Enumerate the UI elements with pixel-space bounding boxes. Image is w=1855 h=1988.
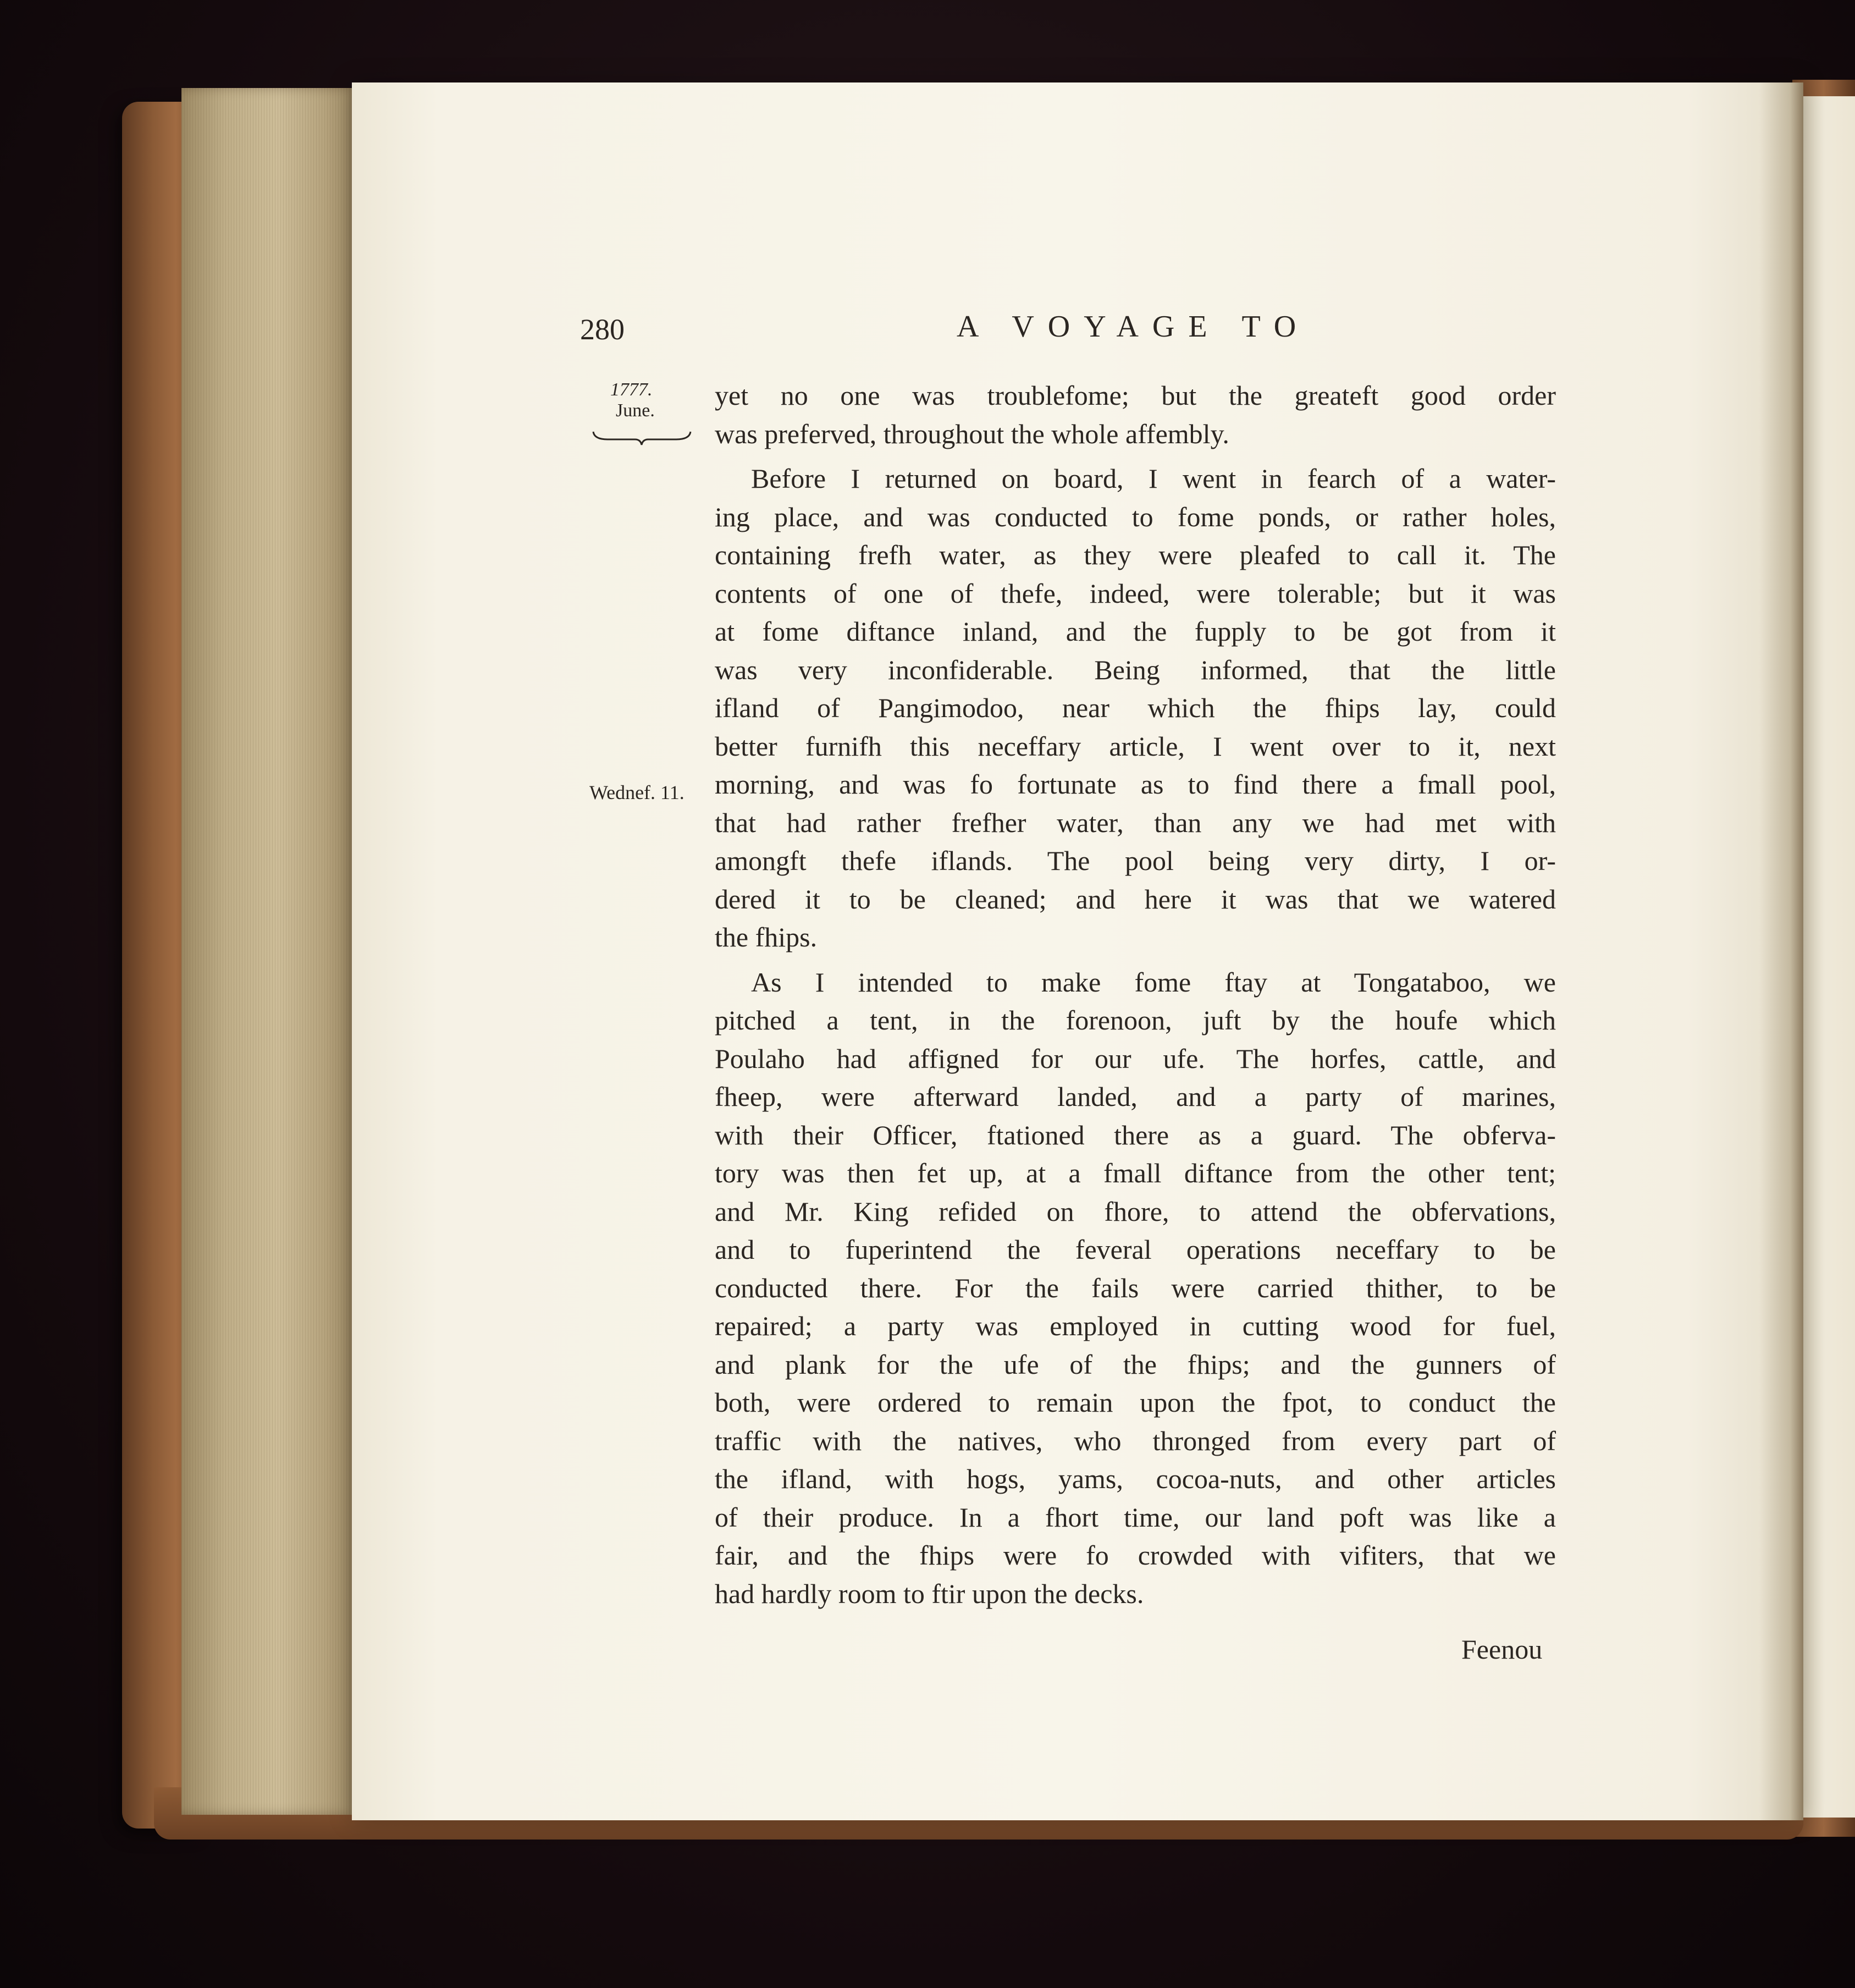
text-line: was very inconfiderable. Being informed, that the little (715, 654, 1556, 685)
text-line: better furnifh this neceffary article, I went over to it, next (715, 730, 1556, 762)
margin-date-note: Wednef. 11. (589, 781, 684, 803)
running-head: A VOYAGE TO (957, 310, 1310, 344)
facing-page (1803, 96, 1855, 1818)
text-line: amongft thefe iflands. The pool being very dirty, I or- (715, 845, 1556, 876)
text-line: fheep, were afterward landed, and a party of marines, (715, 1081, 1556, 1112)
page-gutter (1759, 82, 1803, 1820)
text-line: repaired; a party was employed in cutting wood for fuel, (715, 1310, 1556, 1341)
text-line: traffic with the natives, who thronged from every part of (715, 1425, 1556, 1456)
text-line: at fome diftance inland, and the fupply to be got from it (715, 616, 1556, 647)
text-line: of their produce. In a fhort time, our land poft was like a (715, 1501, 1556, 1533)
text-line: that had rather frefher water, than any we had met with (715, 807, 1556, 838)
margin-year: 1777. (610, 379, 653, 400)
page-edges (181, 88, 357, 1815)
text-line: was preferved, throughout the whole affembly. (715, 418, 1229, 449)
text-line: pitched a tent, in the forenoon, juft by the houfe which (715, 1005, 1556, 1036)
text-line: containing frefh water, as they were pleafed to call it. The (715, 539, 1556, 570)
catchword: Feenou (1461, 1634, 1543, 1665)
text-line: Before I returned on board, I went in fearch of a water- (751, 463, 1556, 494)
text-line: both, were ordered to remain upon the fpot, to conduct the (715, 1387, 1556, 1418)
text-line: and to fuperintend the feveral operations neceffary to be (715, 1234, 1556, 1265)
margin-brace (591, 426, 693, 448)
text-line: and Mr. King refided on fhore, to attend the obfervations, (715, 1196, 1556, 1227)
paragraph-3 (715, 963, 1556, 1613)
text-line: dered it to be cleaned; and here it was that we watered (715, 883, 1556, 915)
page-number: 280 (580, 313, 625, 346)
text-line: ing place, and was conducted to fome ponds, or rather holes, (715, 501, 1556, 532)
body-text (715, 377, 1556, 1613)
text-line: contents of one of thefe, indeed, were tolerable; but it was (715, 577, 1556, 609)
text-line: the fhips. (715, 922, 818, 952)
paragraph-2 (715, 460, 1556, 957)
paragraph-1 (715, 377, 1556, 453)
text-line: tory was then fet up, at a fmall diftance from the other tent; (715, 1158, 1556, 1188)
text-line: the ifland, with hogs, yams, cocoa-nuts, and other articles (715, 1463, 1556, 1494)
text-line: conducted there. For the fails were carried thither, to be (715, 1272, 1556, 1303)
text-line: morning, and was fo fortunate as to find there a fmall pool, (715, 769, 1556, 800)
text-line: and plank for the ufe of the fhips; and the gunners of (715, 1348, 1556, 1380)
text-line: As I intended to make fome ftay at Tongataboo, we (751, 966, 1556, 998)
text-line: with their Officer, ftationed there as a guard. The obferva- (715, 1119, 1556, 1150)
text-line: Poulaho had affigned for our ufe. The horfes, cattle, and (715, 1043, 1556, 1074)
margin-month: June. (616, 400, 655, 421)
text-line: ifland of Pangimodoo, near which the fhips lay, could (715, 692, 1556, 723)
text-line: had hardly room to ftir upon the decks. (715, 1578, 1144, 1609)
text-line: yet no one was troublefome; but the greateft good order (715, 380, 1556, 411)
text-line: fair, and the fhips were fo crowded with vifiters, that we (715, 1540, 1556, 1571)
